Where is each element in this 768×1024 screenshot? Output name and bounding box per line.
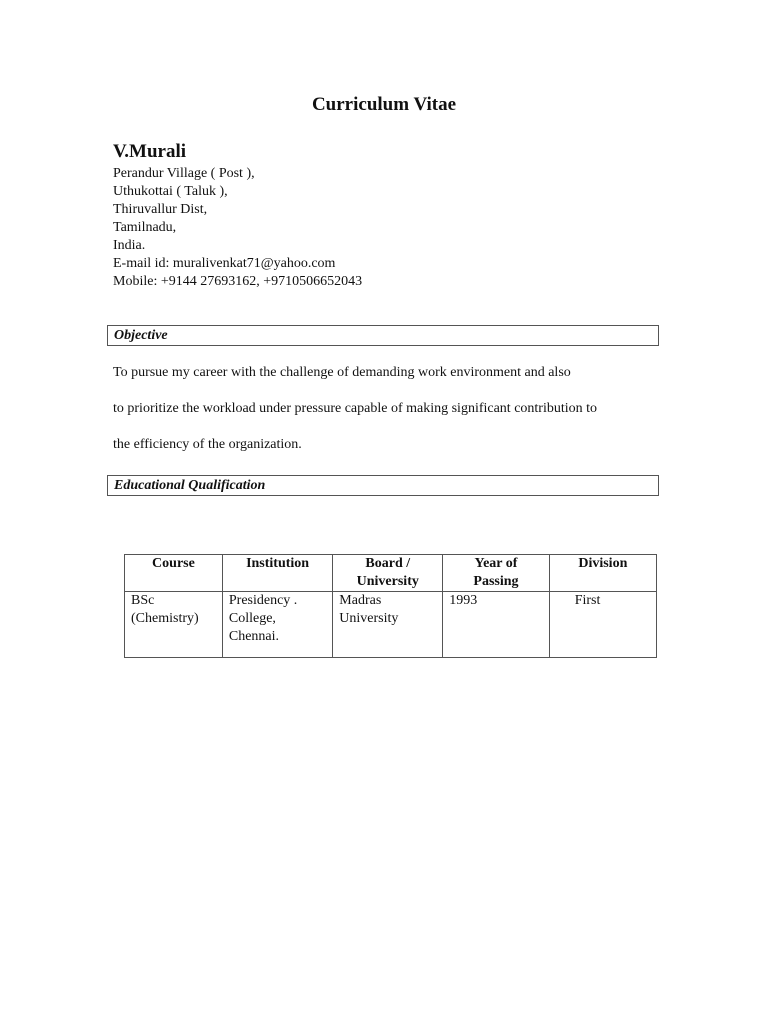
cell-text: University: [339, 611, 399, 626]
objective-heading: Objective: [114, 328, 168, 343]
column-header-division: [549, 555, 656, 592]
address-line: Perandur Village ( Post ),: [113, 166, 255, 181]
address-line: India.: [113, 238, 146, 253]
column-header-year-of-passing: [443, 555, 549, 592]
education-heading: Educational Qualification: [114, 478, 266, 493]
column-header-board-university: [333, 555, 443, 592]
cell-text: (Chemistry): [131, 611, 199, 626]
cell-text: First: [574, 593, 601, 608]
column-header-institution: [222, 555, 332, 592]
contact-details: [113, 165, 362, 291]
objective-line: the efficiency of the organization.: [113, 437, 302, 452]
address-line: Thiruvallur Dist,: [113, 202, 208, 217]
header-text: University: [356, 574, 419, 589]
header-text: Board /: [365, 556, 411, 571]
address-line: Uthukottai ( Taluk ),: [113, 184, 228, 199]
education-table: [124, 554, 657, 658]
candidate-name: V.Murali: [113, 141, 187, 162]
document-title: Curriculum Vitae: [311, 94, 457, 115]
cell-board-university: [333, 592, 443, 658]
cell-text: BSc: [131, 593, 155, 608]
cell-text: Chennai.: [228, 629, 280, 644]
cell-text: 1993: [449, 593, 478, 608]
column-header-course: [125, 555, 223, 592]
objective-text: [113, 364, 597, 472]
table-header-row: [125, 555, 657, 592]
education-section-header: [107, 475, 659, 496]
cell-institution: [222, 592, 332, 658]
objective-line: To pursue my career with the challenge of demanding work environment and also: [113, 365, 571, 380]
header-text: Year of: [474, 556, 518, 571]
cell-course: [125, 592, 223, 658]
header-text: Course: [152, 556, 195, 571]
mobile-line: Mobile: +9144 27693162, +9710506652043: [113, 274, 363, 289]
header-text: Institution: [246, 556, 310, 571]
header-text: Division: [578, 556, 628, 571]
email-line: E-mail id: muralivenkat71@yahoo.com: [113, 256, 336, 271]
cell-text: College,: [228, 611, 276, 626]
address-line: Tamilnadu,: [113, 220, 177, 235]
cell-year-of-passing: [443, 592, 549, 658]
objective-line: to prioritize the workload under pressure capable of making significant contribution to: [113, 401, 598, 416]
cell-text: Presidency .: [228, 593, 298, 608]
cell-text: Madras: [339, 593, 382, 608]
table-row: [125, 592, 657, 658]
objective-section-header: [107, 325, 659, 346]
cell-division: [549, 592, 656, 658]
header-text: Passing: [473, 574, 519, 589]
